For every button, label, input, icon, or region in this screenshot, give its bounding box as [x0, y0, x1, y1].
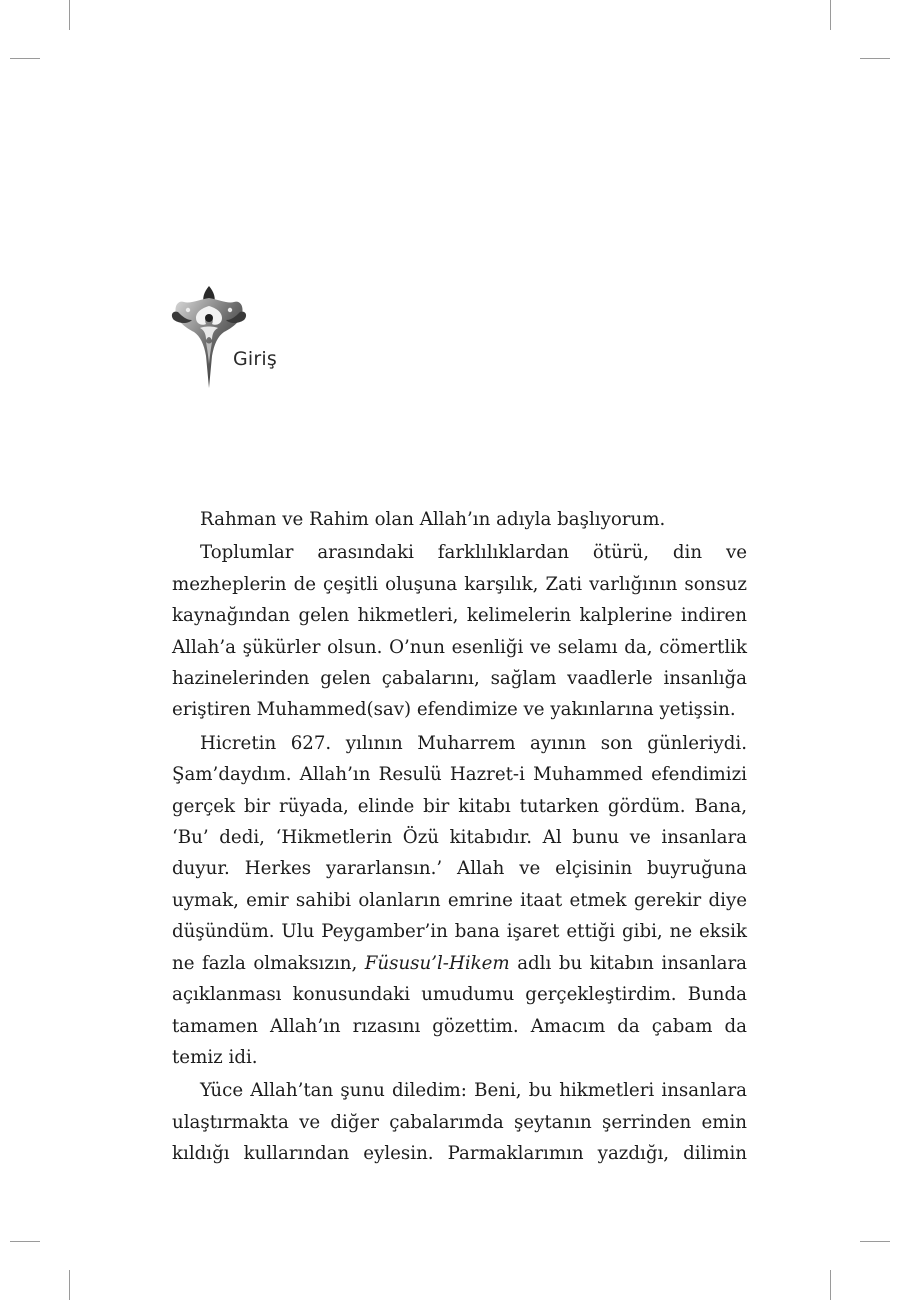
body-text	[172, 504, 747, 1172]
chapter-title: Giriş	[233, 348, 277, 370]
paragraph	[172, 728, 747, 1073]
crop-mark-bottom-right	[830, 1270, 831, 1300]
floral-ornament-icon	[170, 284, 248, 390]
crop-mark-bottom-left	[69, 1270, 70, 1300]
crop-mark-top-right	[830, 0, 831, 30]
crop-mark-right-top	[860, 58, 890, 59]
paragraph: Yüce Allah’tan şunu diledim: Beni, bu hikmetleri insanlara ulaştırmakta ve diğer çabalarımda şeytanın şerrinden emin kıldığı kullarından eylesin. Parmaklarımın yazdığı, dilimin	[172, 1080, 747, 1165]
crop-mark-right-bottom	[860, 1241, 890, 1242]
crop-mark-top-left	[69, 0, 70, 30]
crop-mark-left-top	[10, 58, 40, 59]
crop-mark-left-bottom	[10, 1241, 40, 1242]
paragraph-text: adlı bu kitabın insanlara açıklanması konusundaki umudumu gerçekleştirdim. Bunda tamamen Allah’ın rızasını gözettim. Amacım da çabam da temiz idi.	[172, 952, 747, 1068]
paragraph-text: Hicretin 627. yılının Muharrem ayının son günleriydi. Şam’daydım. Allah’ın Resulü Hazret-i Muhammed efendimizi gerçek bir rüyada, elinde bir kitabı tutarken gördüm. Bana, ‘Bu’ dedi, ‘Hikmetlerin Özü kitabıdır. Al bunu ve insanlara duyur. Herkes yararlansın.’ Allah ve elçisinin buyruğuna uymak, emir sahibi olanların emrine itaat etmek gerekir diye düşündüm. Ulu Peygamber’in bana işaret ettiği gibi, ne eksik ne fazla olmaksızın,	[172, 732, 747, 974]
book-title-italic: Füsusu’l-Hikem	[364, 952, 510, 974]
paragraph: Rahman ve Rahim olan Allah’ın adıyla başlıyorum.	[200, 509, 666, 530]
paragraph: Toplumlar arasındaki farklılıklardan ötürü, din ve mezheplerin de çeşitli oluşuna karşılık, Zati varlığının sonsuz kaynağından gelen hikmetleri, kelimelerin kalplerine indiren Allah’a şükürler olsun. O’nun esenliği ve selamı da, cömertlik hazinelerinden gelen çabalarını, sağlam vaadlerle insanlığa eriştiren Muhammed(sav) efendimize ve yakınlarına yetişsin.	[172, 542, 747, 721]
